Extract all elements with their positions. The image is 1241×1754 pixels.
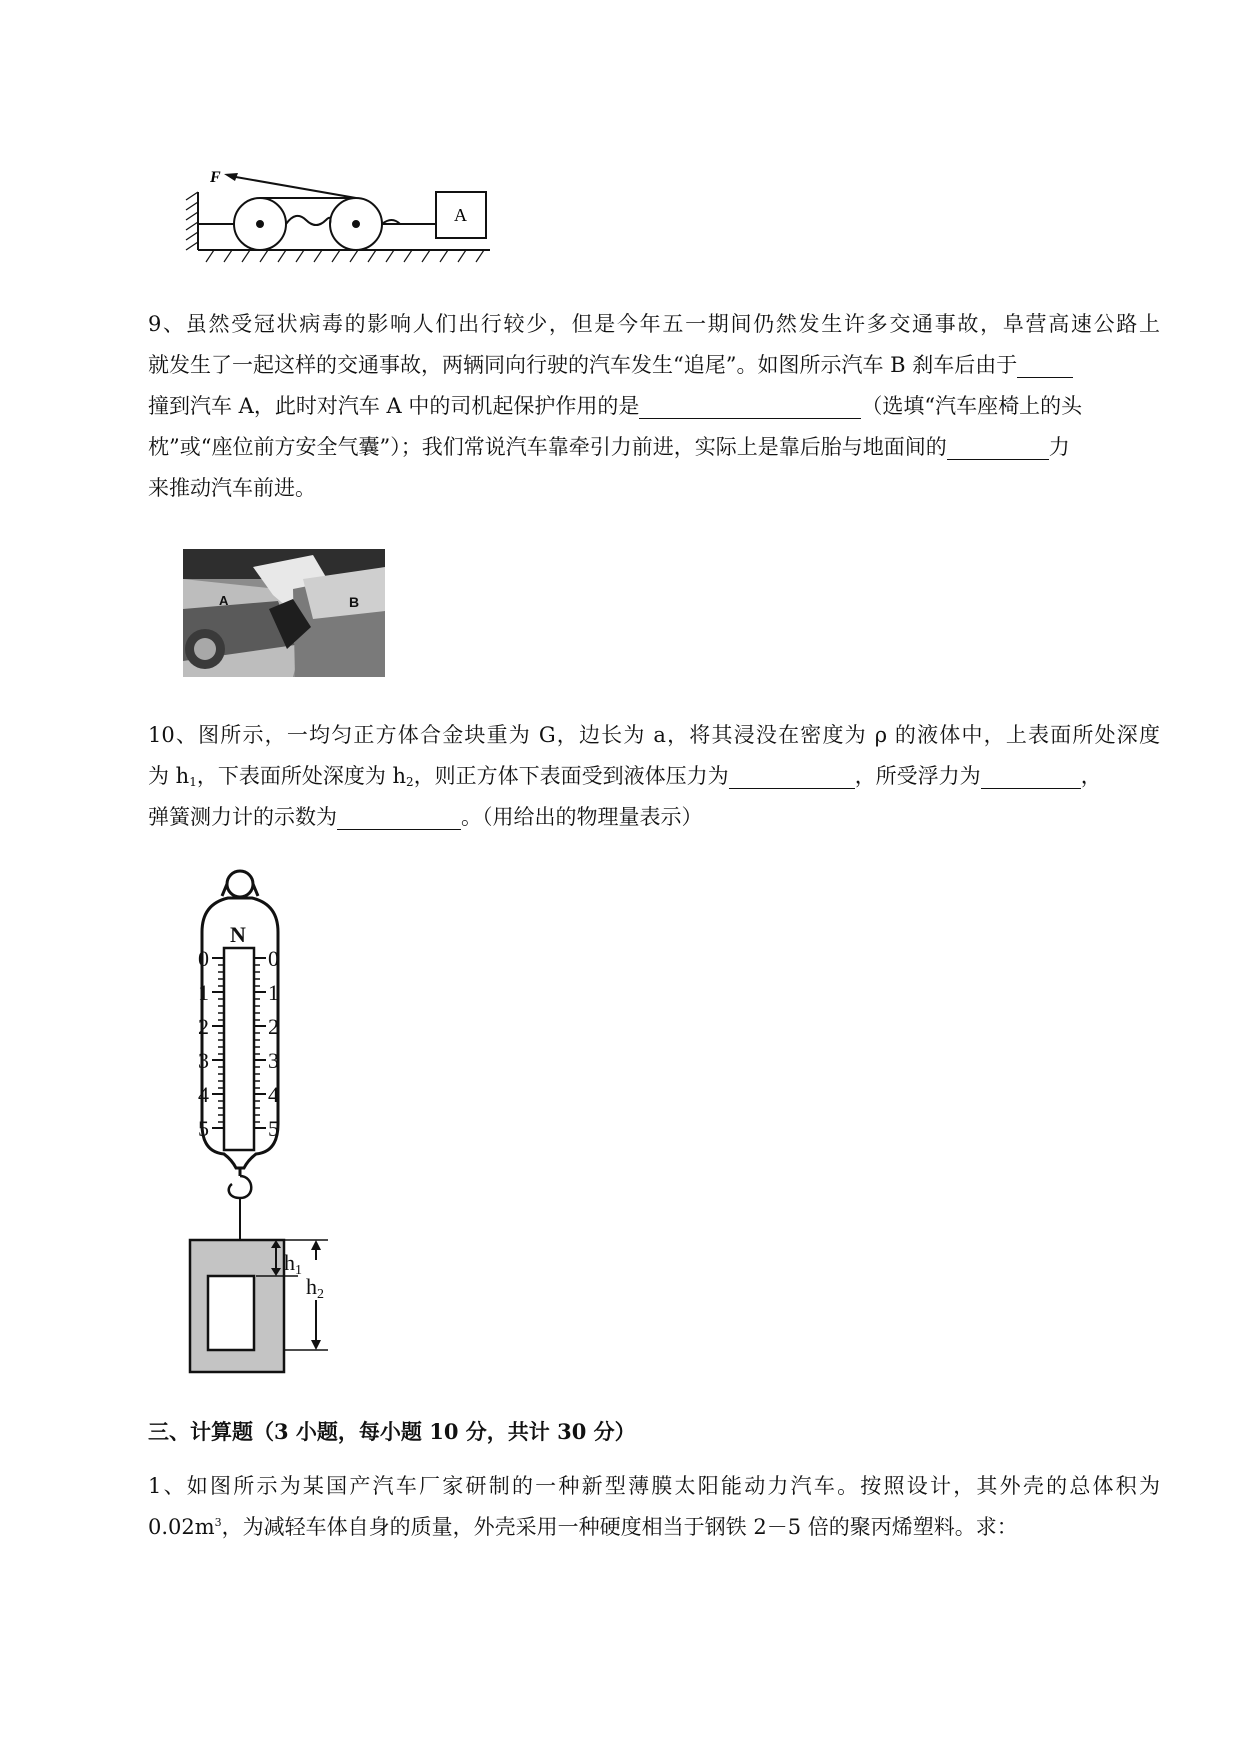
q9-line-3b-text: （选填“汽车座椅上的头	[861, 394, 1083, 418]
spring-scale-figure	[180, 862, 380, 1382]
car-a-label: A	[219, 593, 229, 608]
block-label: A	[454, 205, 467, 225]
q9-line-1: 9、虽然受冠状病毒的影响人们出行较少，但是今年五一期间仍然发生许多交通事故，阜营高速公路上	[148, 312, 1160, 336]
q10-line-2c-text: ，则正方体下表面受到液体压力为	[413, 764, 729, 788]
scale-tick-left-3: 3	[198, 1048, 209, 1073]
h1-label: h1	[284, 1250, 302, 1278]
scale-tick-left-1: 1	[198, 980, 209, 1005]
car-b-label: B	[349, 594, 360, 610]
q9-line-3	[148, 386, 1160, 427]
q9-line-3a-text: 撞到汽车 A，此时对汽车 A 中的司机起保护作用的是	[148, 394, 640, 418]
car-crash-photo	[183, 549, 385, 677]
calc1-line-1: 1、如图所示为某国产汽车厂家研制的一种新型薄膜太阳能动力汽车。按照设计，其外壳的总体积为	[148, 1474, 1160, 1498]
liquid-container	[190, 1240, 328, 1372]
q10-line-3b-text: 。（用给出的物理量表示）	[461, 805, 703, 829]
q10-line-1: 10、图所示，一均匀正方体合金块重为 G，边长为 a，将其浸没在密度为 ρ 的液体中，上表面所处深度	[148, 723, 1160, 747]
q10-answer-blank-2[interactable]	[981, 762, 1081, 789]
q10-answer-blank-1[interactable]	[729, 762, 855, 789]
q10-answer-blank-3[interactable]	[337, 803, 461, 830]
scale-tick-left-0: 0	[198, 946, 209, 971]
q9-line-4b-text: 力	[1048, 435, 1070, 459]
q10-h1-subscript: 1	[189, 775, 197, 789]
calc1-line-2	[148, 1507, 1160, 1548]
scale-tick-right-1: 1	[268, 980, 279, 1005]
calc-question-1	[148, 1466, 1160, 1548]
force-label: F	[210, 169, 221, 186]
q10-line-2e-text: ，	[1080, 764, 1102, 788]
q10-line-3	[148, 797, 1160, 838]
q9-line-4a-text: 枕”或“座位前方安全气囊”）；我们常说汽车靠牵引力前进，实际上是靠后胎与地面间的	[148, 435, 947, 459]
q9-line-2-text: 就发生了一起这样的交通事故，两辆同向行驶的汽车发生“追尾”。如图所示汽车 B 刹车后由于	[148, 353, 1018, 377]
q9-answer-blank-1[interactable]	[1017, 351, 1073, 378]
q10-line-2a-text: 为 h	[148, 764, 190, 788]
q10-h2-subscript: 2	[406, 775, 414, 789]
q9-line-4	[148, 427, 1160, 468]
scale-tick-left-2: 2	[198, 1014, 209, 1039]
section-3-heading: 三、计算题（3 小题，每小题 10 分，共计 30 分）	[148, 1419, 636, 1444]
calc1-volume-value: 0.02m	[148, 1515, 215, 1539]
scale-tick-right-0: 0	[268, 946, 279, 971]
scale-tick-right-5: 5	[268, 1116, 279, 1141]
question-10	[148, 715, 1160, 838]
scale-tick-right-4: 4	[268, 1082, 279, 1107]
scale-tick-right-2: 2	[268, 1014, 279, 1039]
q10-line-2d-text: ，所受浮力为	[854, 764, 981, 788]
h2-label: h2	[306, 1274, 324, 1302]
scale-tick-right-3: 3	[268, 1048, 279, 1073]
q10-line-3a-text: 弹簧测力计的示数为	[148, 805, 337, 829]
q9-line-2	[148, 345, 1160, 386]
q9-answer-blank-3[interactable]	[947, 433, 1049, 460]
q10-line-2	[148, 756, 1160, 797]
scale-tick-left-5: 5	[198, 1116, 209, 1141]
q10-line-2b-text: ，下表面所处深度为 h	[196, 764, 407, 788]
q9-answer-blank-2[interactable]	[639, 392, 861, 419]
q9-line-5: 来推动汽车前进。	[148, 476, 316, 500]
pulley-block-figure	[178, 162, 498, 266]
calc1-volume-exponent: 3	[214, 1516, 222, 1529]
scale-tick-left-4: 4	[198, 1082, 209, 1107]
scale-unit-label: N	[230, 922, 246, 947]
question-9	[148, 304, 1160, 509]
calc1-line-2b-text: ，为减轻车体自身的质量，外壳采用一种硬度相当于钢铁 2－5 倍的聚丙烯塑料。求：	[221, 1515, 1018, 1539]
